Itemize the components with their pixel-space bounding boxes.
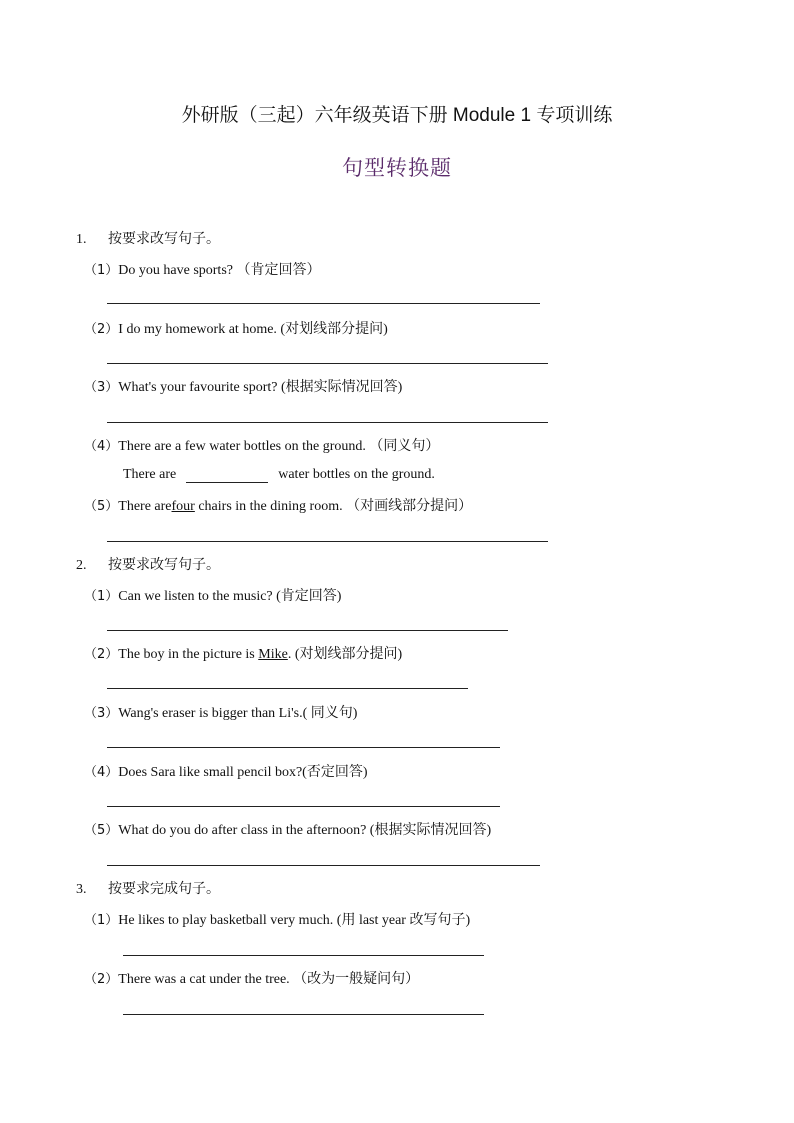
question-number: （4） [84, 439, 119, 454]
question-1-4-fill [123, 467, 435, 483]
section-2-heading [76, 554, 220, 574]
question-2-3 [84, 702, 357, 722]
question-number: （2） [84, 647, 119, 662]
section-number: 3. [76, 882, 87, 897]
question-number: （3） [84, 380, 119, 395]
answer-line[interactable] [107, 303, 540, 304]
question-text-pre: There are [118, 499, 172, 514]
page-title: 外研版（三起）六年级英语下册 Module 1 专项训练 [181, 105, 613, 126]
question-2-4 [84, 761, 368, 781]
underlined-word: four [171, 499, 195, 514]
question-text: Can we listen to the music? (肯定回答) [118, 589, 342, 604]
question-text-pre: The boy in the picture is [118, 647, 259, 662]
underlined-word: Mike [258, 647, 288, 662]
section-number: 1. [76, 232, 87, 247]
answer-line[interactable] [107, 422, 548, 423]
question-number: （5） [84, 499, 119, 514]
fill-blank[interactable] [186, 468, 268, 483]
question-1-3 [84, 376, 402, 396]
question-number: （2） [84, 972, 119, 987]
question-1-1 [84, 259, 320, 279]
question-number: （2） [84, 322, 119, 337]
answer-line[interactable] [107, 363, 548, 364]
section-number: 2. [76, 558, 87, 573]
question-2-1 [84, 585, 341, 605]
section-label: 按要求完成句子。 [108, 881, 220, 897]
question-text: Do you have sports? （肯定回答） [118, 263, 321, 278]
question-text-post: . (对划线部分提问) [287, 647, 403, 662]
page-subtitle: 句型转换题 [342, 156, 452, 180]
question-text: What do you do after class in the afternoon? (根据实际情况回答) [118, 823, 492, 838]
question-text-post: chairs in the dining room. （对画线部分提问） [194, 499, 473, 514]
question-number: （1） [84, 913, 119, 928]
section-label: 按要求改写句子。 [108, 231, 220, 247]
question-number: （1） [84, 263, 119, 278]
section-3-heading [76, 878, 220, 898]
answer-line[interactable] [107, 630, 508, 631]
question-1-5 [84, 495, 472, 515]
answer-line[interactable] [123, 1014, 484, 1015]
question-number: （5） [84, 823, 119, 838]
answer-line[interactable] [107, 688, 468, 689]
question-2-5 [84, 819, 491, 839]
question-text: There are a few water bottles on the ground. （同义句） [118, 439, 440, 454]
question-1-4 [84, 435, 439, 455]
question-3-2 [84, 968, 419, 988]
section-1-heading [76, 228, 220, 248]
question-3-1 [84, 909, 470, 929]
question-text: Wang's eraser is bigger than Li's.( 同义句) [118, 706, 358, 721]
question-text: What's your favourite sport? (根据实际情况回答) [118, 380, 403, 395]
fill-suffix: water bottles on the ground. [278, 467, 435, 482]
section-label: 按要求改写句子。 [108, 557, 220, 573]
question-2-2 [84, 643, 402, 663]
question-number: （1） [84, 589, 119, 604]
answer-line[interactable] [107, 747, 500, 748]
question-text: I do my homework at home. (对划线部分提问) [118, 322, 388, 337]
question-number: （3） [84, 706, 119, 721]
answer-line[interactable] [107, 806, 500, 807]
question-1-2 [84, 318, 388, 338]
answer-line[interactable] [123, 955, 484, 956]
question-number: （4） [84, 765, 119, 780]
fill-prefix: There are [123, 467, 177, 482]
question-text: Does Sara like small pencil box?(否定回答) [118, 765, 368, 780]
question-text: There was a cat under the tree. （改为一般疑问句） [118, 972, 420, 987]
answer-line[interactable] [107, 865, 540, 866]
question-text: He likes to play basketball very much. (用 last year 改写句子) [118, 913, 471, 928]
answer-line[interactable] [107, 541, 548, 542]
